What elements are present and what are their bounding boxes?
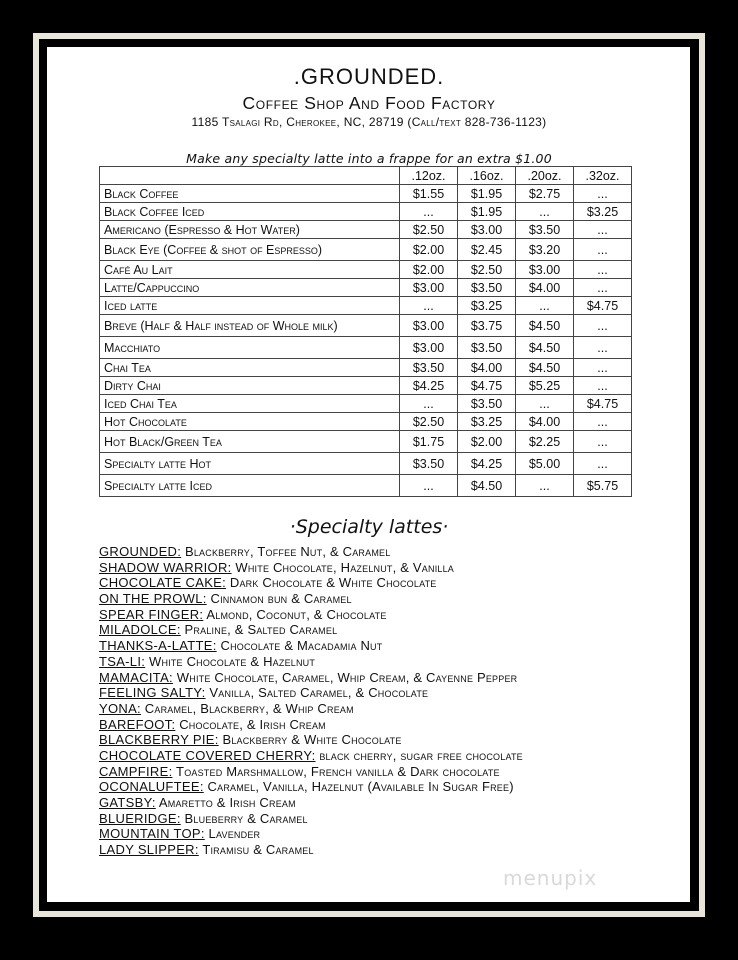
price-cell: $3.25 — [458, 297, 516, 315]
price-cell: ... — [516, 475, 574, 497]
specialty-item — [99, 638, 659, 654]
specialty-description: White Chocolate & Hazelnut — [145, 653, 316, 669]
menu-item-name: Latte/Cappuccino — [100, 279, 400, 297]
specialty-description: Almond, Coconut, & Chocolate — [203, 606, 387, 622]
specialty-name: MOUNTAIN TOP: — [99, 826, 205, 842]
price-cell: $5.00 — [516, 453, 574, 475]
price-cell: ... — [574, 337, 632, 359]
table-row — [100, 297, 632, 315]
price-cell: ... — [516, 395, 574, 413]
price-cell: $2.25 — [516, 431, 574, 453]
price-cell: $3.00 — [400, 315, 458, 337]
specialty-item — [99, 732, 659, 748]
frappe-note: Make any specialty latte into a frappe for an extra $1.00 — [186, 151, 552, 166]
specialty-item — [99, 842, 659, 858]
specialty-name: SPEAR FINGER: — [99, 606, 204, 622]
price-cell: $3.50 — [458, 279, 516, 297]
specialty-name: CAMPFIRE: — [99, 763, 173, 779]
price-cell: $2.50 — [458, 261, 516, 279]
price-table — [99, 166, 632, 497]
menu-item-name: Café Au Lait — [100, 261, 400, 279]
specialty-name: MILADOLCE: — [99, 622, 181, 638]
price-cell: ... — [574, 315, 632, 337]
menu-item-name: Dirty Chai — [100, 377, 400, 395]
price-cell: ... — [574, 377, 632, 395]
price-cell: $2.75 — [516, 185, 574, 203]
specialty-description: Chocolate, & Irish Cream — [175, 716, 326, 732]
menu-item-name: Hot Black/Green Tea — [100, 431, 400, 453]
table-row — [100, 315, 632, 337]
table-row — [100, 185, 632, 203]
specialty-name: TSA-LI: — [99, 653, 146, 669]
menu-item-name: Breve (Half & Half instead of Whole milk) — [100, 315, 400, 337]
menu-item-name: Iced latte — [100, 297, 400, 315]
table-row — [100, 261, 632, 279]
page-subtitle: Coffee Shop And Food Factory — [242, 93, 496, 113]
specialty-name: BLACKBERRY PIE: — [99, 732, 219, 748]
specialty-item — [99, 685, 659, 701]
menu-item-name: Hot Chocolate — [100, 413, 400, 431]
price-cell: $3.00 — [400, 337, 458, 359]
price-cell: $3.50 — [516, 221, 574, 239]
specialty-name: GATSBY: — [99, 795, 156, 810]
specialty-item — [99, 764, 659, 780]
header-item-cell — [100, 167, 400, 185]
menu-item-name: Black Eye (Coffee & shot of Espresso) — [100, 239, 400, 261]
price-cell: $1.95 — [458, 185, 516, 203]
price-cell: $4.00 — [516, 413, 574, 431]
specialty-list — [99, 544, 659, 858]
table-row — [100, 377, 632, 395]
price-cell: ... — [574, 413, 632, 431]
price-cell: $4.50 — [516, 337, 574, 359]
watermark: menupix — [503, 866, 598, 890]
price-cell: ... — [574, 185, 632, 203]
price-cell: $4.75 — [574, 395, 632, 413]
price-cell: $3.00 — [400, 279, 458, 297]
specialty-description: White Chocolate, Hazelnut, & Vanilla — [231, 559, 455, 575]
price-cell: ... — [574, 453, 632, 475]
specialty-item — [99, 701, 659, 717]
price-cell: $3.00 — [516, 261, 574, 279]
menu-item-name: Macchiato — [100, 337, 400, 359]
price-cell: ... — [400, 297, 458, 315]
specialty-description: Caramel, Blackberry, & Whip Cream — [140, 700, 354, 716]
price-cell: $2.00 — [400, 239, 458, 261]
price-cell: $2.45 — [458, 239, 516, 261]
specialty-description: Vanilla, Salted Caramel, & Chocolate — [205, 685, 429, 701]
price-cell: $4.25 — [400, 377, 458, 395]
price-cell: $3.20 — [516, 239, 574, 261]
menu-item-name: Specialty latte Hot — [100, 453, 400, 475]
price-cell: ... — [574, 239, 632, 261]
price-cell: $1.55 — [400, 185, 458, 203]
specialty-name: CHOCOLATE CAKE: — [99, 575, 227, 591]
price-cell: $5.25 — [516, 377, 574, 395]
specialty-description: Chocolate & Macadamia Nut — [216, 638, 383, 654]
page-title: .GROUNDED. — [293, 64, 445, 89]
specialty-description: Blackberry & White Chocolate — [218, 732, 402, 748]
size-header: .12oz. — [400, 167, 458, 185]
specialty-item — [99, 670, 659, 686]
price-cell: $3.50 — [458, 337, 516, 359]
specialty-item — [99, 717, 659, 733]
specialty-item — [99, 591, 659, 607]
specialty-description: Tiramisu & Caramel — [198, 842, 314, 858]
menu-item-name: Chai Tea — [100, 359, 400, 377]
table-row — [100, 279, 632, 297]
specialty-description: Cinnamon bun & Caramel — [206, 591, 352, 607]
table-row — [100, 337, 632, 359]
specialty-item — [99, 779, 659, 795]
specialty-name: GROUNDED: — [99, 544, 182, 559]
table-row — [100, 475, 632, 497]
specialty-name: BAREFOOT: — [99, 716, 176, 732]
specialty-description: Lavender — [204, 826, 261, 842]
specialty-description: Amaretto & Irish Cream — [155, 795, 296, 810]
price-cell: $3.25 — [458, 413, 516, 431]
specialty-name: MAMACITA: — [99, 669, 173, 685]
price-cell: ... — [574, 431, 632, 453]
specialty-description: black cherry, sugar free chocolate — [315, 747, 523, 763]
specialty-name: CHOCOLATE COVERED CHERRY: — [99, 747, 316, 763]
specialty-title: ·Specialty lattes· — [289, 516, 449, 538]
specialty-description: Praline, & Salted Caramel — [180, 622, 338, 638]
specialty-name: BLUERIDGE: — [99, 810, 181, 826]
menu-item-name: Americano (Espresso & Hot Water) — [100, 221, 400, 239]
menu-item-name: Black Coffee — [100, 185, 400, 203]
price-cell: ... — [516, 203, 574, 221]
price-cell: $4.25 — [458, 453, 516, 475]
price-cell: $3.00 — [458, 221, 516, 239]
price-cell: $4.00 — [516, 279, 574, 297]
table-row — [100, 203, 632, 221]
size-header: .20oz. — [516, 167, 574, 185]
specialty-description: Blackberry, Toffee Nut, & Caramel — [181, 544, 391, 559]
menu-item-name: Specialty latte Iced — [100, 475, 400, 497]
table-row — [100, 239, 632, 261]
price-cell: ... — [400, 395, 458, 413]
specialty-item — [99, 607, 659, 623]
specialty-item — [99, 811, 659, 827]
address-line: 1185 Tsalagi Rd, Cherokee, NC, 28719 (Call/text 828-736-1123) — [191, 115, 547, 129]
specialty-item — [99, 654, 659, 670]
specialty-name: THANKS-A-LATTE: — [99, 638, 217, 654]
table-row — [100, 221, 632, 239]
price-cell: $4.75 — [458, 377, 516, 395]
menu-item-name: Black Coffee Iced — [100, 203, 400, 221]
specialty-name: ON THE PROWL: — [99, 591, 207, 607]
price-cell: $4.50 — [516, 359, 574, 377]
price-cell: $4.75 — [574, 297, 632, 315]
price-cell: $3.25 — [574, 203, 632, 221]
specialty-name: LADY SLIPPER: — [99, 842, 199, 858]
table-row — [100, 359, 632, 377]
specialty-description: Caramel, Vanilla, Hazelnut (Available In Sugar Free) — [203, 779, 514, 795]
price-cell: ... — [516, 297, 574, 315]
table-row — [100, 431, 632, 453]
price-cell: ... — [400, 475, 458, 497]
price-cell: ... — [574, 261, 632, 279]
table-row — [100, 413, 632, 431]
table-header-row — [100, 167, 632, 185]
size-header: .16oz. — [458, 167, 516, 185]
price-cell: $4.50 — [458, 475, 516, 497]
price-cell: ... — [574, 279, 632, 297]
size-header: .32oz. — [574, 167, 632, 185]
price-cell: $3.75 — [458, 315, 516, 337]
specialty-item — [99, 748, 659, 764]
specialty-item — [99, 560, 659, 576]
price-cell: ... — [400, 203, 458, 221]
specialty-item — [99, 575, 659, 591]
table-row — [100, 453, 632, 475]
price-cell: $2.00 — [458, 431, 516, 453]
price-cell: $5.75 — [574, 475, 632, 497]
specialty-description: White Chocolate, Caramel, Whip Cream, & Cayenne Pepper — [172, 669, 518, 685]
price-cell: $2.50 — [400, 221, 458, 239]
price-cell: ... — [574, 221, 632, 239]
table-row — [100, 395, 632, 413]
menu-item-name: Iced Chai Tea — [100, 395, 400, 413]
specialty-name: YONA: — [99, 700, 141, 716]
price-cell: $4.50 — [516, 315, 574, 337]
specialty-description: Toasted Marshmallow, French vanilla & Dark chocolate — [172, 763, 500, 779]
specialty-item — [99, 622, 659, 638]
specialty-item — [99, 544, 659, 560]
price-cell: $3.50 — [458, 395, 516, 413]
price-cell: $4.00 — [458, 359, 516, 377]
price-cell: ... — [574, 359, 632, 377]
specialty-description: Dark Chocolate & White Chocolate — [226, 575, 437, 591]
price-cell: $2.50 — [400, 413, 458, 431]
specialty-item — [99, 795, 659, 811]
price-cell: $1.95 — [458, 203, 516, 221]
price-cell: $3.50 — [400, 359, 458, 377]
price-cell: $3.50 — [400, 453, 458, 475]
specialty-name: SHADOW WARRIOR: — [99, 559, 232, 575]
specialty-name: OCONALUFTEE: — [99, 779, 204, 795]
price-cell: $2.00 — [400, 261, 458, 279]
specialty-name: FEELING SALTY: — [99, 685, 206, 701]
specialty-description: Blueberry & Caramel — [180, 810, 308, 826]
price-cell: $1.75 — [400, 431, 458, 453]
specialty-item — [99, 826, 659, 842]
